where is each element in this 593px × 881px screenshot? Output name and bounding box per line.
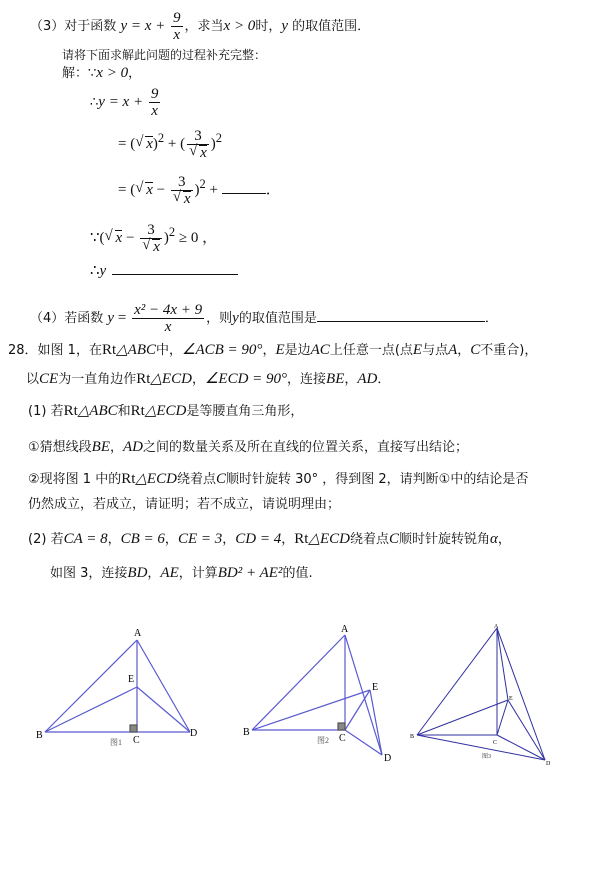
fig1-ed (137, 687, 190, 732)
q4-den: x (164, 319, 172, 335)
fig3-label-c: C (493, 740, 498, 746)
p2-b: 绕着点 (349, 532, 389, 547)
p1-and: 和 (117, 404, 131, 419)
p2-tail: 的值. (282, 566, 313, 581)
fig2-ad (345, 635, 382, 755)
fig3-label-b: B (410, 734, 415, 740)
q4-eq: = (114, 310, 131, 326)
step4-eq: = ( (118, 181, 136, 198)
q3-tail-y: y (281, 18, 288, 34)
therefore-symbol-2: ∴ (90, 263, 100, 279)
p2-comma: ， (147, 566, 161, 581)
q28-part2-line2 (50, 564, 313, 583)
q28-e: E (275, 342, 285, 358)
p2-alpha: α (490, 531, 498, 547)
fig2-label-c: C (339, 733, 346, 744)
q28-tri2: △ECD (150, 371, 192, 387)
fig3-label-a: A (494, 624, 499, 630)
step5-num: 3 (140, 222, 162, 239)
p2-sep2: ， (164, 532, 178, 547)
p2-ca: CA = 8 (63, 531, 108, 547)
step4-minus: − (152, 181, 169, 198)
fig2-label-a: A (341, 624, 349, 635)
q28-line2 (26, 370, 390, 389)
fig1-label-b: B (36, 730, 43, 741)
step3-eq: = ( (118, 135, 136, 152)
p2-sep: ， (107, 532, 121, 547)
fig1-ab (45, 640, 137, 732)
fig3-ab (417, 628, 497, 735)
step1-end: ， (128, 66, 142, 81)
step5-ge: ≥ 0 ， (175, 229, 218, 246)
p1-a: 若 (50, 404, 64, 419)
q28-e2: E (412, 342, 423, 358)
q3-func-y: y (120, 18, 128, 34)
q3-step3 (118, 128, 222, 161)
figures-svg (0, 620, 593, 820)
q28-a: A (448, 342, 458, 358)
step2-den: x (151, 103, 158, 119)
p2-c: C (388, 531, 399, 547)
q3-cond: x > 0 (223, 18, 256, 34)
p2-ce: CE = 3 (177, 531, 223, 547)
q4-frac (132, 302, 204, 335)
p2-cd: CD = 4 (235, 531, 282, 547)
step3-sup2: 2 (215, 130, 223, 145)
p1-tri1: △ABC (77, 403, 118, 419)
q28-line1-end: 不重合)， (480, 343, 538, 358)
fig2-label-e: E (372, 682, 379, 693)
q28-c1 (28, 438, 468, 457)
q28-line1-pre: 28．如图 1，在 (8, 343, 102, 358)
fig1-ad (137, 640, 190, 732)
p2-rt: Rt (294, 531, 309, 547)
q3-tail: 时， (255, 19, 282, 34)
c1-a: ①猜想线段 (28, 440, 92, 455)
q28-c2 (28, 470, 528, 489)
because-symbol: ∵ (88, 66, 97, 81)
fig1-label-a: A (134, 628, 142, 639)
p2-line2-a: 如图 3，连接 (50, 566, 128, 581)
q28-and-pt: 与点 (422, 343, 449, 358)
p2-cb: CB = 6 (120, 531, 165, 547)
c1-ad: AD (123, 439, 143, 455)
q28-c: C (470, 342, 481, 358)
fig2-label-b: B (243, 727, 250, 738)
p1-b: 是等腰直角三角形， (186, 404, 304, 419)
q28-line2-pre: 以 (26, 372, 40, 387)
q28-line2-tail: ，连接 (287, 372, 327, 387)
step5-minus: − (122, 229, 139, 246)
q3-step6 (90, 262, 238, 280)
q3-step5 (90, 222, 217, 255)
q28-rt: Rt (101, 342, 117, 358)
c1-comma: ， (109, 440, 123, 455)
fig3-bd (417, 735, 545, 760)
fig1-label-c: C (133, 735, 140, 746)
p2-sep3: ， (222, 532, 236, 547)
p2-a: 若 (50, 532, 64, 547)
fig3-caption: 图3 (482, 754, 492, 760)
step5-sqrt: √ x (115, 230, 123, 246)
step6-blank[interactable] (112, 262, 238, 275)
fig1-caption: 图1 (110, 738, 122, 747)
step4-plus: + (205, 181, 222, 198)
q4-y: y (107, 310, 115, 326)
p2-end: ， (497, 532, 511, 547)
fig3-label-d: D (546, 761, 551, 767)
q3-frac-den: x (173, 27, 181, 43)
step4-sup: 2 (199, 176, 206, 191)
q4-label: （4）若函数 (30, 311, 104, 326)
q28-comma: ， (262, 343, 276, 358)
p2-expr: BD² + AE² (217, 565, 283, 581)
fig2-label-d: D (384, 753, 392, 764)
q3-mid: ，求当 (184, 19, 224, 34)
fig1-be (45, 687, 137, 732)
q3-intro: 对于函数 (64, 19, 117, 34)
q4-y2: y (232, 310, 239, 326)
q3-step2 (90, 86, 162, 119)
p2-bd: BD (127, 565, 148, 581)
therefore-symbol: ∴ (90, 95, 99, 110)
step1-expr: x > 0 (96, 65, 129, 81)
step4-end: ． (265, 181, 281, 198)
step3-mid: ) (152, 135, 158, 152)
fig2-be (252, 690, 370, 730)
c2-tri: △ECD (135, 471, 177, 487)
step3-plus: + ( (164, 135, 186, 152)
c2-c2: 顺时针旋转 30° ，得到图 2，请判断①中的结论是否 (225, 472, 529, 487)
fig3-label-e: E (509, 696, 513, 702)
c2-c: C (215, 471, 226, 487)
step3-close: ) (210, 135, 216, 152)
q4-text: ，则 (206, 311, 233, 326)
c1-b: 之间的数量关系及所在直线的位置关系，直接写出结论； (143, 440, 469, 455)
q28-part1 (28, 402, 303, 421)
step4-sqrt: √ x (145, 182, 153, 198)
p1-label: (1) (28, 404, 47, 419)
fig1-label-d: D (190, 728, 198, 739)
q3-label: （3） (30, 19, 65, 34)
step4-den: √ x (183, 191, 191, 207)
fig3-ad (497, 628, 545, 760)
q4-text2: 的取值范围是 (238, 311, 317, 326)
q28-part2 (28, 530, 511, 549)
q3-step1 (62, 64, 141, 83)
q4-num: x² − 4x + 9 (134, 302, 203, 318)
q28-ac: AC (310, 342, 330, 358)
step4-blank[interactable] (222, 181, 266, 194)
q28-be: BE (326, 371, 345, 387)
p2-sep4: ， (281, 532, 295, 547)
q28-angle2: ∠ECD = 90° (204, 371, 288, 387)
fig2-caption: 图2 (317, 736, 329, 745)
because-symbol-2: ∵ (90, 229, 100, 246)
c2-rt: Rt (121, 471, 136, 487)
q3-instruction: 请将下面求解此问题的过程补充完整： (62, 48, 267, 62)
step3-sqrt: √ x (145, 136, 153, 152)
q3-frac-num: 9 (173, 10, 181, 26)
q28-angle1: ∠ACB = 90° (182, 342, 263, 358)
q28-c2-line2: 仍然成立，若成立，请证明；若不成立，请说明理由； (28, 497, 341, 512)
step5-open: ( (99, 229, 105, 246)
step3-sup: 2 (157, 130, 165, 145)
q28-period: ． (377, 372, 391, 387)
fig2-ab (252, 635, 345, 730)
fig2-ce (345, 690, 370, 730)
q28-line1 (8, 341, 537, 360)
q28-comma3: ， (191, 372, 205, 387)
step4-frac (171, 174, 193, 207)
figure-1 (45, 640, 190, 732)
step2-lhs: y = x + (98, 94, 147, 110)
step5-sup: 2 (168, 224, 176, 239)
q3-frac (171, 10, 183, 43)
step3-num: 3 (187, 128, 209, 145)
step6-y: y (99, 263, 107, 279)
step5-den: √ x (152, 239, 160, 255)
sol-label: 解： (62, 66, 89, 81)
figure-3 (417, 628, 545, 760)
q3-step4 (118, 174, 281, 207)
q28-in: 中， (156, 343, 183, 358)
q28-comma4: ， (344, 372, 358, 387)
q28-line2-mid: 为一直角边作 (58, 372, 137, 387)
fig3-ce (497, 700, 508, 735)
step4-close: ) (194, 181, 200, 198)
c1-be: BE (91, 439, 110, 455)
c2-a: ②现将图 1 中的 (28, 472, 122, 487)
step3-frac (187, 128, 209, 161)
fig1-right-angle (130, 725, 137, 732)
p2-compute: ，计算 (178, 566, 218, 581)
q4-statement (30, 302, 498, 335)
q3-func-eq: = x + (127, 18, 170, 34)
p1-rt: Rt (63, 403, 78, 419)
p2-c2: 顺时针旋转锐角 (399, 532, 491, 547)
q28-ad: AD (357, 371, 378, 387)
q28-rt2: Rt (136, 371, 151, 387)
q28-line1-mid: 上任意一点(点 (329, 343, 413, 358)
p1-rt2: Rt (130, 403, 145, 419)
step2-frac (149, 86, 161, 119)
fig2-right-angle (338, 723, 345, 730)
q28-is-side: 是边 (284, 343, 311, 358)
p2-tri: △ECD (308, 531, 350, 547)
step5-close: ) (163, 229, 169, 246)
step4-num: 3 (171, 174, 193, 191)
q28-tri1: △ABC (116, 342, 157, 358)
step5-frac (140, 222, 162, 255)
q3-tail-end: 的取值范围． (288, 19, 371, 34)
q4-end: ． (484, 311, 498, 326)
q28-comma2: ， (457, 343, 471, 358)
p2-ae: AE (160, 565, 179, 581)
step3-den: √ x (199, 145, 207, 161)
fig3-ae (497, 628, 508, 700)
fig2-cd (345, 730, 382, 755)
q3-statement (30, 10, 370, 43)
p2-label: (2) (28, 532, 47, 547)
p1-tri2: △ECD (144, 403, 187, 419)
q28-ce: CE (39, 371, 59, 387)
c2-b: 绕着点 (176, 472, 216, 487)
q4-blank[interactable] (317, 309, 485, 322)
fig1-label-e: E (128, 674, 135, 685)
step2-num: 9 (150, 86, 159, 102)
